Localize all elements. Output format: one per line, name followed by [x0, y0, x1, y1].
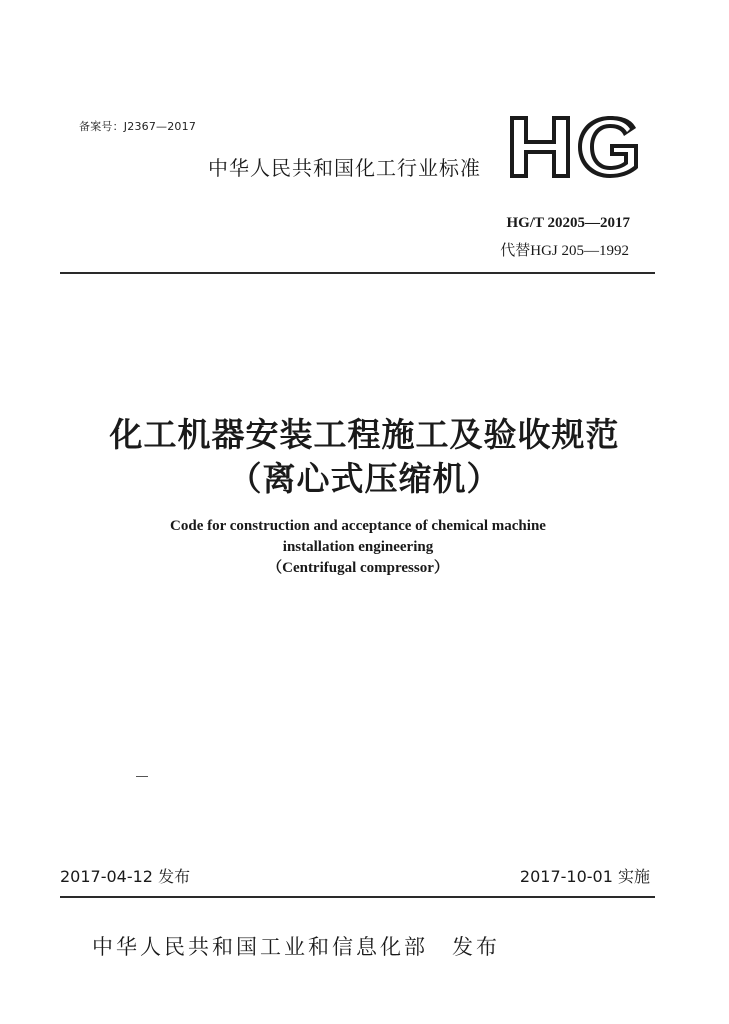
- standard-category: 中华人民共和国化工行业标准: [208, 156, 481, 180]
- english-title-line3: （Centrifugal compressor）: [267, 560, 449, 576]
- top-divider: [60, 272, 655, 274]
- hg-logo: [508, 112, 642, 182]
- english-title: [0, 516, 716, 579]
- logo-letter-h: [510, 116, 570, 178]
- english-title-line2: installation engineering: [282, 539, 434, 555]
- release-date: 2017-04-12 发布: [60, 867, 191, 886]
- logo-letter-g: [578, 116, 638, 178]
- record-number: 备案号：J2367—2017: [79, 120, 197, 133]
- bottom-divider: [60, 896, 655, 898]
- effective-date: 2017-10-01 实施: [519, 867, 650, 886]
- replaces-standard: 代替HGJ 205—1992: [500, 243, 629, 259]
- scan-mark: [136, 776, 148, 777]
- issuing-authority: 中华人民共和国工业和信息化部 发布: [92, 935, 500, 959]
- english-title-line1: Code for construction and acceptance of chemical machine: [170, 518, 546, 534]
- chinese-title-line2: （离心式压缩机）: [228, 459, 501, 498]
- chinese-title: [0, 413, 729, 501]
- standard-code: HG/T 20205—2017: [506, 215, 630, 231]
- chinese-title-line1: 化工机器安装工程施工及验收规范: [109, 415, 620, 454]
